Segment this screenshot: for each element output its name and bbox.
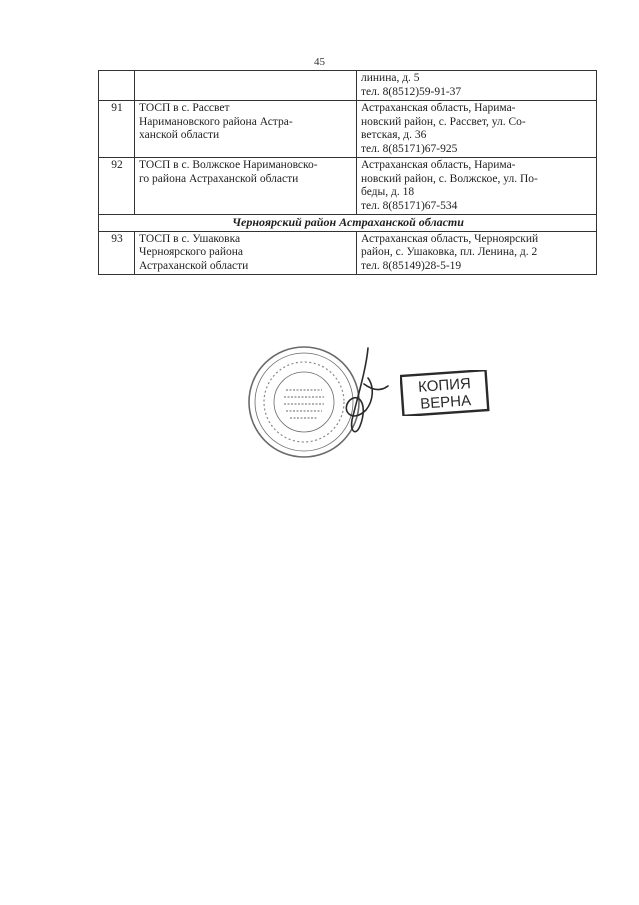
organization-name: ТОСП в с. Ушаковка Черноярского района Астраханской области — [135, 231, 357, 275]
row-number: 91 — [99, 101, 135, 158]
organization-name: ТОСП в с. Волжское Наримановско- го района Астраханской области — [135, 158, 357, 215]
table-row — [99, 158, 597, 215]
page-number: 45 — [314, 56, 325, 68]
stamp-line-1: КОПИЯ — [417, 375, 472, 396]
certification-stamp-area — [240, 340, 500, 470]
table-row — [99, 231, 597, 275]
organization-address: Астраханская область, Нарима- новский район, с. Рассвет, ул. Со- ветская, д. 36 тел. 8(85171)67-925 — [357, 101, 597, 158]
copy-verified-stamp — [400, 370, 490, 416]
organization-address: линина, д. 5 тел. 8(8512)59-91-37 — [357, 71, 597, 101]
stamp-line-2: ВЕРНА — [419, 392, 472, 413]
section-row — [99, 215, 597, 232]
section-heading: Черноярский район Астраханской области — [99, 215, 597, 232]
table-row — [99, 71, 597, 101]
table-row — [99, 101, 597, 158]
organization-address: Астраханская область, Нарима- новский район, с. Волжское, ул. По- беды, д. 18 тел. 8(85171)67-534 — [357, 158, 597, 215]
organization-name — [135, 71, 357, 101]
organization-name: ТОСП в с. Рассвет Наримановского района Астра- ханской области — [135, 101, 357, 158]
row-number: 92 — [99, 158, 135, 215]
row-number: 93 — [99, 231, 135, 275]
organizations-table — [98, 70, 597, 275]
row-number — [99, 71, 135, 101]
organization-address: Астраханская область, Черноярский район, с. Ушаковка, пл. Ленина, д. 2 тел. 8(85149)28-5-19 — [357, 231, 597, 275]
